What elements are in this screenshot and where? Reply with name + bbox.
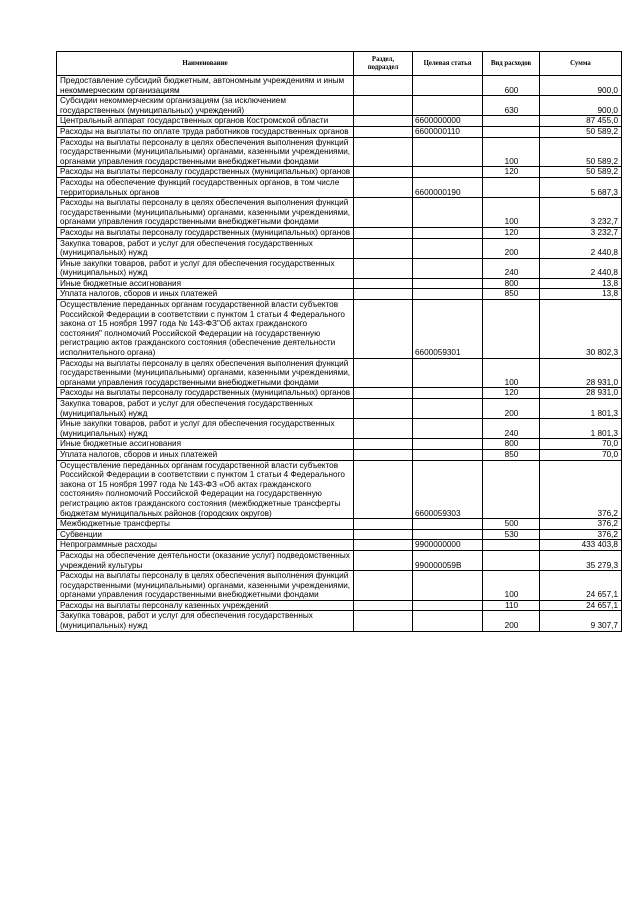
table-row xyxy=(57,388,622,399)
row-type-cell xyxy=(483,116,540,127)
row-target-cell xyxy=(413,399,483,419)
row-type-cell: 120 xyxy=(483,388,540,399)
table-row xyxy=(57,116,622,127)
row-name-cell: Уплата налогов, сборов и иных платежей xyxy=(57,289,354,300)
row-name-cell: Иные бюджетные ассигнования xyxy=(57,278,354,289)
row-sum-cell: 376,2 xyxy=(540,460,622,519)
row-type-cell: 800 xyxy=(483,278,540,289)
row-name-cell: Расходы на обеспечение функций государственных органов, в том числе территориальных органов xyxy=(57,177,354,197)
header-sum: Сумма xyxy=(540,52,622,76)
row-name-cell: Расходы на выплаты персоналу в целях обеспечения выполнения функций государственными (муниципальными) органами, казенными учреждениями, органами управления государственными внебюджетными фондами xyxy=(57,358,354,388)
row-type-cell: 850 xyxy=(483,289,540,300)
row-sum-cell: 900,0 xyxy=(540,76,622,96)
row-type-cell: 100 xyxy=(483,137,540,167)
row-target-cell xyxy=(413,227,483,238)
row-sum-cell: 1 801,3 xyxy=(540,399,622,419)
row-name-cell: Непрограммные расходы xyxy=(57,540,354,551)
row-section-cell xyxy=(354,439,413,450)
row-name-cell: Межбюджетные трансферты xyxy=(57,519,354,530)
table-row xyxy=(57,300,622,359)
row-type-cell: 200 xyxy=(483,238,540,258)
table-header-row xyxy=(57,52,622,76)
row-type-cell: 530 xyxy=(483,529,540,540)
table-row xyxy=(57,238,622,258)
row-section-cell xyxy=(354,611,413,631)
row-type-cell xyxy=(483,460,540,519)
table-row xyxy=(57,76,622,96)
row-section-cell xyxy=(354,96,413,116)
row-type-cell: 630 xyxy=(483,96,540,116)
row-name-cell: Расходы на выплаты по оплате труда работников государственных органов xyxy=(57,126,354,137)
row-sum-cell: 376,2 xyxy=(540,519,622,530)
row-sum-cell: 87 455,0 xyxy=(540,116,622,127)
row-section-cell xyxy=(354,449,413,460)
row-section-cell xyxy=(354,116,413,127)
table-row xyxy=(57,529,622,540)
row-section-cell xyxy=(354,177,413,197)
row-type-cell: 120 xyxy=(483,227,540,238)
row-type-cell: 600 xyxy=(483,76,540,96)
table-body xyxy=(57,76,622,632)
row-name-cell: Закупка товаров, работ и услуг для обеспечения государственных (муниципальных) нужд xyxy=(57,611,354,631)
row-sum-cell: 2 440,8 xyxy=(540,258,622,278)
row-target-cell xyxy=(413,611,483,631)
row-section-cell xyxy=(354,460,413,519)
row-name-cell: Расходы на выплаты персоналу в целях обеспечения выполнения функций государственными (муниципальными) органами, казенными учреждениями, органами управления государственными внебюджетными фондами xyxy=(57,571,354,601)
budget-table xyxy=(56,51,622,632)
row-sum-cell: 50 589,2 xyxy=(540,167,622,178)
row-name-cell: Расходы на выплаты персоналу государственных (муниципальных) органов xyxy=(57,227,354,238)
row-target-cell xyxy=(413,198,483,228)
row-type-cell: 100 xyxy=(483,358,540,388)
row-target-cell xyxy=(413,358,483,388)
row-section-cell xyxy=(354,550,413,570)
row-target-cell xyxy=(413,289,483,300)
row-section-cell xyxy=(354,519,413,530)
row-sum-cell: 50 589,2 xyxy=(540,137,622,167)
row-sum-cell: 24 657,1 xyxy=(540,571,622,601)
row-section-cell xyxy=(354,540,413,551)
table-row xyxy=(57,96,622,116)
row-sum-cell: 433 403,8 xyxy=(540,540,622,551)
row-type-cell xyxy=(483,300,540,359)
row-section-cell xyxy=(354,126,413,137)
table-row xyxy=(57,571,622,601)
row-sum-cell: 9 307,7 xyxy=(540,611,622,631)
row-name-cell: Расходы на обеспечение деятельности (оказание услуг) подведомственных учреждений культуры xyxy=(57,550,354,570)
table-row xyxy=(57,550,622,570)
row-type-cell: 100 xyxy=(483,198,540,228)
row-name-cell: Расходы на выплаты персоналу казенных учреждений xyxy=(57,600,354,611)
table-row xyxy=(57,358,622,388)
row-type-cell: 800 xyxy=(483,439,540,450)
row-name-cell: Закупка товаров, работ и услуг для обеспечения государственных (муниципальных) нужд xyxy=(57,238,354,258)
row-section-cell xyxy=(354,419,413,439)
row-name-cell: Расходы на выплаты персоналу государственных (муниципальных) органов xyxy=(57,388,354,399)
row-type-cell: 240 xyxy=(483,419,540,439)
row-target-cell: 6600000190 xyxy=(413,177,483,197)
row-section-cell xyxy=(354,258,413,278)
row-target-cell xyxy=(413,449,483,460)
row-name-cell: Расходы на выплаты персоналу в целях обеспечения выполнения функций государственными (муниципальными) органами, казенными учреждениями, органами управления государственными внебюджетными фондами xyxy=(57,137,354,167)
row-target-cell: 6600059301 xyxy=(413,300,483,359)
row-section-cell xyxy=(354,76,413,96)
row-sum-cell: 70,0 xyxy=(540,439,622,450)
row-sum-cell: 376,2 xyxy=(540,529,622,540)
row-target-cell: 6600059303 xyxy=(413,460,483,519)
row-sum-cell: 50 589,2 xyxy=(540,126,622,137)
row-sum-cell: 5 687,3 xyxy=(540,177,622,197)
row-name-cell: Расходы на выплаты персоналу в целях обеспечения выполнения функций государственными (муниципальными) органами, казенными учреждениями, органами управления государственными внебюджетными фондами xyxy=(57,198,354,228)
row-type-cell xyxy=(483,126,540,137)
row-name-cell: Иные закупки товаров, работ и услуг для обеспечения государственных (муниципальных) нужд xyxy=(57,258,354,278)
row-target-cell xyxy=(413,167,483,178)
table-row xyxy=(57,399,622,419)
row-target-cell xyxy=(413,519,483,530)
row-sum-cell: 13,8 xyxy=(540,289,622,300)
row-target-cell xyxy=(413,96,483,116)
row-sum-cell: 3 232,7 xyxy=(540,227,622,238)
row-target-cell xyxy=(413,600,483,611)
row-name-cell: Субвенции xyxy=(57,529,354,540)
row-sum-cell: 13,8 xyxy=(540,278,622,289)
row-section-cell xyxy=(354,227,413,238)
header-type: Вид расходов xyxy=(483,52,540,76)
row-target-cell xyxy=(413,529,483,540)
row-type-cell: 120 xyxy=(483,167,540,178)
row-type-cell: 500 xyxy=(483,519,540,530)
row-section-cell xyxy=(354,571,413,601)
row-sum-cell: 1 801,3 xyxy=(540,419,622,439)
row-name-cell: Закупка товаров, работ и услуг для обеспечения государственных (муниципальных) нужд xyxy=(57,399,354,419)
row-section-cell xyxy=(354,198,413,228)
table-row xyxy=(57,126,622,137)
table-row xyxy=(57,611,622,631)
table-row xyxy=(57,289,622,300)
row-target-cell: 9900000000 xyxy=(413,540,483,551)
row-target-cell xyxy=(413,571,483,601)
table-row xyxy=(57,227,622,238)
row-section-cell xyxy=(354,529,413,540)
row-sum-cell: 2 440,8 xyxy=(540,238,622,258)
row-type-cell: 240 xyxy=(483,258,540,278)
table-row xyxy=(57,519,622,530)
row-section-cell xyxy=(354,300,413,359)
row-type-cell: 110 xyxy=(483,600,540,611)
row-target-cell xyxy=(413,258,483,278)
table-row xyxy=(57,460,622,519)
row-type-cell xyxy=(483,550,540,570)
row-section-cell xyxy=(354,278,413,289)
row-target-cell xyxy=(413,388,483,399)
row-type-cell: 100 xyxy=(483,571,540,601)
header-section: Раздел, подраздел xyxy=(354,52,413,76)
row-type-cell: 850 xyxy=(483,449,540,460)
row-section-cell xyxy=(354,399,413,419)
row-sum-cell: 28 931,0 xyxy=(540,358,622,388)
row-type-cell: 200 xyxy=(483,611,540,631)
row-sum-cell: 3 232,7 xyxy=(540,198,622,228)
table-row xyxy=(57,540,622,551)
table-row xyxy=(57,419,622,439)
row-name-cell: Центральный аппарат государственных органов Костромской области xyxy=(57,116,354,127)
row-section-cell xyxy=(354,358,413,388)
table-row xyxy=(57,167,622,178)
row-section-cell xyxy=(354,289,413,300)
row-section-cell xyxy=(354,167,413,178)
row-target-cell xyxy=(413,238,483,258)
row-sum-cell: 28 931,0 xyxy=(540,388,622,399)
table-row xyxy=(57,177,622,197)
row-type-cell: 200 xyxy=(483,399,540,419)
row-name-cell: Иные закупки товаров, работ и услуг для обеспечения государственных (муниципальных) нужд xyxy=(57,419,354,439)
row-name-cell: Субсидии некоммерческим организациям (за исключением государственных (муниципальных) учреждений) xyxy=(57,96,354,116)
row-section-cell xyxy=(354,388,413,399)
row-sum-cell: 35 279,3 xyxy=(540,550,622,570)
table-row xyxy=(57,198,622,228)
row-sum-cell: 70,0 xyxy=(540,449,622,460)
header-name: Наименование xyxy=(57,52,354,76)
row-sum-cell: 900,0 xyxy=(540,96,622,116)
row-target-cell xyxy=(413,137,483,167)
row-section-cell xyxy=(354,137,413,167)
table-row xyxy=(57,278,622,289)
table-row xyxy=(57,258,622,278)
header-target: Целевая статья xyxy=(413,52,483,76)
row-name-cell: Осуществление переданных органам государственной власти субъектов Российской Федерации в соответствии с пунктом 1 статьи 4 Федерального закона от 15 ноября 1997 года № 143-ФЗ «Об актах гражданского состояния» полномочий Российской Федерации на государственную регистрацию актов гражданского состояния (межбюджетные трансферты бюджетам муниципальных районов (городских округов) xyxy=(57,460,354,519)
row-type-cell xyxy=(483,177,540,197)
row-section-cell xyxy=(354,600,413,611)
row-target-cell xyxy=(413,76,483,96)
row-name-cell: Предоставление субсидий бюджетным, автономным учреждениям и иным некоммерческим организациям xyxy=(57,76,354,96)
row-sum-cell: 24 657,1 xyxy=(540,600,622,611)
row-name-cell: Осуществление переданных органам государственной власти субъектов Российской Федерации в соответствии с пунктом 1 статьи 4 Федерального закона от 15 ноября 1997 года № 143-ФЗ"Об актах гражданского состояния" полномочий Российской Федерации на государственную регистрацию актов гражданского состояния (обеспечение деятельности исполнительного органа) xyxy=(57,300,354,359)
table-row xyxy=(57,449,622,460)
budget-document xyxy=(56,51,621,632)
row-target-cell xyxy=(413,419,483,439)
table-row xyxy=(57,600,622,611)
row-target-cell: 6600000110 xyxy=(413,126,483,137)
table-row xyxy=(57,439,622,450)
row-target-cell xyxy=(413,439,483,450)
table-row xyxy=(57,137,622,167)
row-name-cell: Расходы на выплаты персоналу государственных (муниципальных) органов xyxy=(57,167,354,178)
row-name-cell: Уплата налогов, сборов и иных платежей xyxy=(57,449,354,460)
row-name-cell: Иные бюджетные ассигнования xyxy=(57,439,354,450)
row-target-cell: 990000059В xyxy=(413,550,483,570)
row-target-cell: 6600000000 xyxy=(413,116,483,127)
row-target-cell xyxy=(413,278,483,289)
row-section-cell xyxy=(354,238,413,258)
row-sum-cell: 30 802,3 xyxy=(540,300,622,359)
row-type-cell xyxy=(483,540,540,551)
